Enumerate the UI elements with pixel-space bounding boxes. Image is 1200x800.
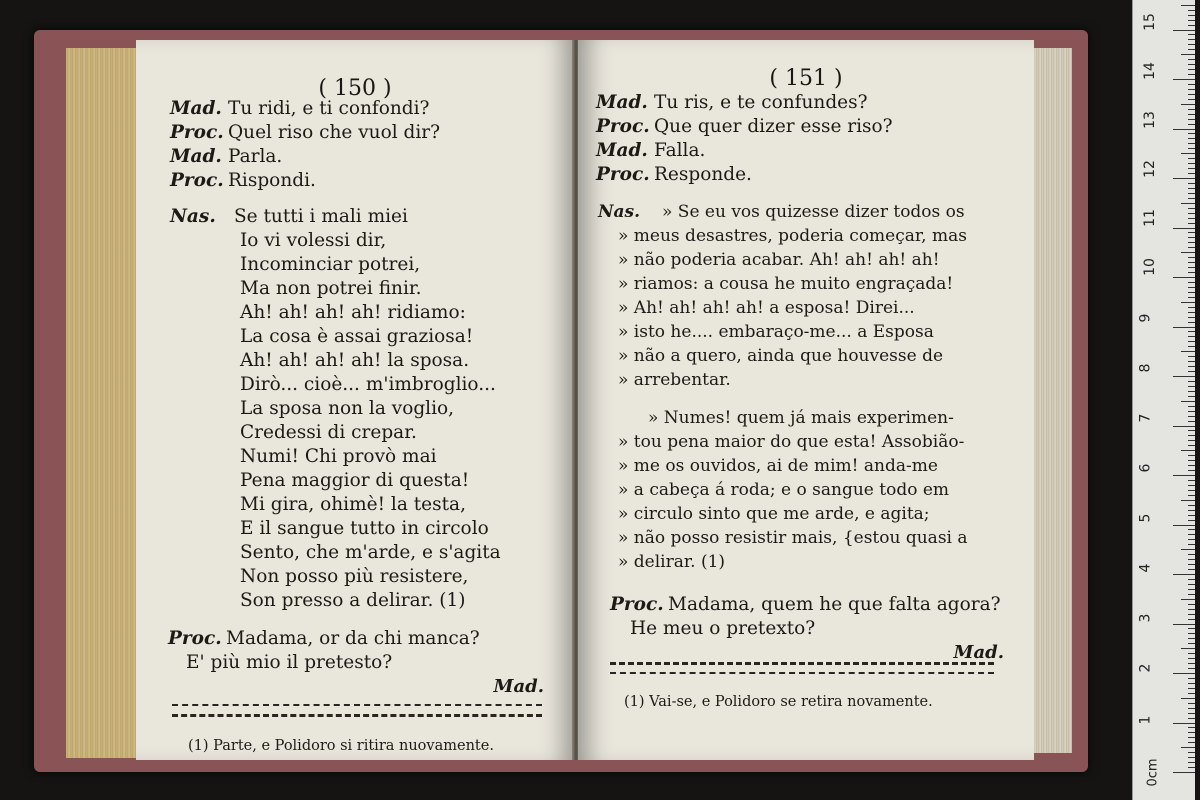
ruler-tick [1188,109,1195,110]
ruler-tick [1188,168,1195,169]
ruler-tick [1188,262,1195,263]
ruler-tick [1188,158,1195,159]
ruler-tick [1188,138,1195,139]
ruler-number: 5 [1137,513,1154,523]
left-page [136,40,574,760]
ruler-tick [1188,69,1195,70]
ruler-tick [1181,401,1195,402]
prose-line: » não a quero, ainda que houvesse de [618,346,944,366]
footnote: (1) Parte, e Polidoro si ritira nuovamente. [188,738,494,754]
ruler-tick [1188,386,1195,387]
prose-line: » isto he.... embaraço-me... a Esposa [618,322,934,342]
ruler-tick [1188,361,1195,362]
ruler-tick [1188,737,1195,738]
ruler-tick [1188,604,1195,605]
ruler-tick [1188,619,1195,620]
ruler-tick [1188,718,1195,719]
ruler-number: 9 [1137,313,1154,323]
verse-line: Io vi volessi dir, [240,230,387,251]
ruler-tick [1188,455,1195,456]
ruler-tick [1188,638,1195,639]
ruler-tick [1173,228,1195,229]
ruler-tick [1188,460,1195,461]
ruler-tick [1173,30,1195,31]
ruler-tick [1188,515,1195,516]
ruler-tick [1188,247,1195,248]
proc-line: Proc. Madama, quem he que falta agora? [610,594,1001,615]
ruler-tick [1188,59,1195,60]
verse-line: E il sangue tutto in circolo [240,518,489,539]
ruler-tick [1173,772,1195,773]
ruler-tick [1173,426,1195,427]
ruler-tick [1181,54,1195,55]
ruler-tick [1181,153,1195,154]
verse-line: Ah! ah! ah! ah! ridiamo: [240,302,466,323]
ruler-tick [1188,10,1195,11]
ruler-tick [1188,430,1195,431]
nas-line: Nas. Se tutti i mali miei [170,206,408,227]
ruler-tick [1188,435,1195,436]
ruler-tick [1188,653,1195,654]
right-page [578,40,1034,760]
ruler-tick [1188,628,1195,629]
verse-line: Numi! Chi provò mai [240,446,437,467]
ruler-tick [1173,624,1195,625]
verse-line: Credessi di crepar. [240,422,417,443]
ruler-tick [1181,351,1195,352]
prose-line: » arrebentar. [618,370,731,390]
ruler-tick [1181,698,1195,699]
ruler-tick [1188,520,1195,521]
page-number: ( 151 ) [769,66,843,91]
ruler-tick [1188,331,1195,332]
ruler-tick [1173,723,1195,724]
ruler-tick [1181,302,1195,303]
ruler-tick [1188,64,1195,65]
ruler-tick [1188,470,1195,471]
divider-rule [610,672,994,674]
ruler-tick [1188,124,1195,125]
ruler-tick [1188,510,1195,511]
ruler-tick [1188,534,1195,535]
verse-line: Pena maggior di questa! [240,470,470,491]
ruler-tick [1173,376,1195,377]
ruler-number: 8 [1137,363,1154,373]
ruler-tick [1188,559,1195,560]
ruler-number: 10 [1141,258,1158,276]
ruler-tick [1188,529,1195,530]
ruler-tick [1188,15,1195,16]
ruler-tick [1188,688,1195,689]
prose-line: » me os ouvidos, ai de mim! anda-me [618,456,938,476]
prose-line: » não posso resistir mais, {estou quasi a [618,528,968,548]
dialogue-line: Proc. Responde. [596,164,752,185]
divider-rule [610,662,994,665]
ruler-tick [1188,237,1195,238]
ruler-tick [1188,554,1195,555]
ruler-number: 3 [1137,613,1154,623]
ruler-tick [1188,218,1195,219]
ruler-number: 12 [1141,160,1158,178]
ruler-tick [1181,599,1195,600]
ruler-tick [1188,287,1195,288]
ruler-tick [1188,727,1195,728]
dialogue-line: Proc. Rispondi. [170,170,316,191]
ruler-number: 14 [1141,62,1158,80]
ruler-tick [1188,490,1195,491]
ruler-tick [1188,272,1195,273]
ruler-tick [1188,742,1195,743]
ruler-tick [1188,757,1195,758]
prose-line: » circulo sinto que me arde, e agita; [618,504,930,524]
divider-rule [172,714,542,717]
ruler-tick [1173,327,1195,328]
ruler-tick [1188,703,1195,704]
prose-line: » tou pena maior do que esta! Assobião- [618,432,965,452]
ruler-tick [1188,341,1195,342]
ruler-tick [1188,267,1195,268]
ruler-tick [1188,119,1195,120]
ruler-number: 15 [1141,13,1158,31]
nas-line: Nas. » Se eu vos quizesse dizer todos os [598,202,965,222]
prose-line: » meus desastres, poderia começar, mas [618,226,967,246]
ruler-tick [1188,495,1195,496]
ruler-tick [1188,564,1195,565]
verse-line: Non posso più resistere, [240,566,469,587]
ruler-tick [1188,193,1195,194]
ruler-tick [1173,574,1195,575]
ruler-tick [1188,312,1195,313]
ruler-tick [1188,584,1195,585]
proc-line: Proc. Madama, or da chi manca? [168,628,480,649]
ruler-tick [1188,693,1195,694]
ruler-tick [1188,143,1195,144]
ruler-number: 6 [1137,463,1154,473]
ruler-tick [1181,450,1195,451]
ruler-tick [1188,317,1195,318]
catchword: Mad. [953,642,1004,663]
ruler-tick [1188,589,1195,590]
prose-line: » não poderia acabar. Ah! ah! ah! ah! [618,250,940,270]
verse-line: Incominciar potrei, [240,254,421,275]
ruler-tick [1188,133,1195,134]
ruler-tick [1188,94,1195,95]
verse-line: Dirò... cioè... m'imbroglio... [240,374,496,395]
ruler-tick [1188,732,1195,733]
ruler-tick [1188,713,1195,714]
ruler-tick [1188,89,1195,90]
ruler-tick [1173,475,1195,476]
ruler-tick [1188,411,1195,412]
ruler-tick [1188,188,1195,189]
ruler-tick [1188,366,1195,367]
ruler-tick [1173,129,1195,130]
ruler-tick [1188,114,1195,115]
ruler-tick [1188,74,1195,75]
ruler-tick [1188,44,1195,45]
ruler-tick [1181,747,1195,748]
verse-line: Ah! ah! ah! ah! la sposa. [240,350,470,371]
ruler-tick [1188,183,1195,184]
ruler-tick [1188,421,1195,422]
ruler-tick [1188,292,1195,293]
ruler-tick [1181,500,1195,501]
ruler-tick [1188,614,1195,615]
prose-line: » delirar. (1) [618,552,726,572]
ruler-tick [1188,322,1195,323]
ruler-tick [1181,104,1195,105]
ruler-tick [1188,198,1195,199]
ruler-tick [1188,465,1195,466]
ruler-tick [1173,277,1195,278]
ruler-tick [1188,257,1195,258]
ruler-tick [1188,416,1195,417]
ruler-tick [1188,683,1195,684]
ruler-tick [1188,25,1195,26]
ruler-tick [1173,673,1195,674]
prose-line: » Ah! ah! ah! ah! a esposa! Direi... [618,298,915,318]
ruler-tick [1188,594,1195,595]
ruler-tick [1188,282,1195,283]
ruler-tick [1188,440,1195,441]
ruler-tick [1188,163,1195,164]
ruler-tick [1188,39,1195,40]
verse-line: La cosa è assai graziosa! [240,326,474,347]
ruler-number: 1 [1137,715,1154,725]
ruler-tick [1188,708,1195,709]
ruler-tick [1181,549,1195,550]
ruler-tick [1188,544,1195,545]
ruler-tick [1181,252,1195,253]
verse-line: Mi gira, ohimè! la testa, [240,494,466,515]
dialogue-line: Mad. Parla. [170,146,283,167]
footnote: (1) Vai-se, e Polidoro se retira novamente. [624,694,933,710]
ruler-tick [1188,569,1195,570]
ruler-tick [1181,5,1195,6]
ruler-tick [1188,643,1195,644]
dialogue-line: Mad. Falla. [596,140,706,161]
ruler-tick [1188,356,1195,357]
page-edges-left [66,48,138,758]
ruler-tick [1188,762,1195,763]
ruler-tick [1181,648,1195,649]
ruler-tick [1188,208,1195,209]
ruler-tick [1173,79,1195,80]
ruler-tick [1188,297,1195,298]
ruler-tick [1188,480,1195,481]
ruler-tick [1188,539,1195,540]
ruler-tick [1188,223,1195,224]
ruler-tick [1173,178,1195,179]
prose-line: » a cabeça á roda; e o sangue todo em [618,480,950,500]
verse-line: Sento, che m'arde, e s'agita [240,542,501,563]
page-edges-right [1032,48,1072,753]
ruler-tick [1188,213,1195,214]
ruler-tick [1188,505,1195,506]
ruler-tick [1188,633,1195,634]
ruler-tick [1188,752,1195,753]
page-number: ( 150 ) [318,76,392,101]
ruler-tick [1188,663,1195,664]
prose-line: » Numes! quem já mais experimen- [648,408,954,428]
divider-rule [172,704,542,706]
ruler-tick [1188,49,1195,50]
ruler-tick [1173,525,1195,526]
ruler-tick [1188,307,1195,308]
ruler-tick [1188,445,1195,446]
ruler-tick [1188,396,1195,397]
ruler-tick [1188,84,1195,85]
ruler-tick [1188,485,1195,486]
ruler-tick [1188,99,1195,100]
ruler-unit: 0cm [1145,758,1161,787]
catchword: Mad. [493,676,544,697]
ruler-tick [1188,336,1195,337]
dialogue-line: Mad. Tu ridi, e ti confondi? [170,98,430,119]
proc-line: He meu o pretexto? [630,618,816,639]
ruler-tick [1188,406,1195,407]
ruler-number: 4 [1137,563,1154,573]
dialogue-line: Mad. Tu ris, e te confundes? [596,92,868,113]
verse-line: La sposa non la voglio, [240,398,455,419]
ruler-tick [1188,668,1195,669]
ruler-tick [1188,678,1195,679]
dialogue-line: Proc. Quel riso che vuol dir? [170,122,441,143]
ruler-tick [1188,609,1195,610]
ruler-tick [1181,203,1195,204]
ruler-tick [1188,391,1195,392]
ruler-tick [1188,767,1195,768]
ruler-tick [1188,173,1195,174]
ruler-tick [1188,381,1195,382]
ruler-tick [1188,658,1195,659]
ruler-tick [1188,346,1195,347]
prose-line: » riamos: a cousa he muito engraçada! [618,274,954,294]
ruler-tick [1188,371,1195,372]
measuring-ruler [1132,0,1195,800]
ruler-tick [1188,34,1195,35]
ruler-tick [1188,148,1195,149]
ruler-tick [1188,232,1195,233]
ruler-number: 13 [1141,111,1158,129]
ruler-tick [1188,579,1195,580]
ruler-number: 11 [1141,209,1158,227]
ruler-number: 7 [1137,413,1154,423]
ruler-number: 2 [1137,663,1154,673]
ruler-tick [1188,20,1195,21]
verse-line: Ma non potrei finir. [240,278,422,299]
dialogue-line: Proc. Que quer dizer esse riso? [596,116,893,137]
verse-line: Son presso a delirar. (1) [240,590,466,611]
proc-line: E' più mio il pretesto? [186,652,393,673]
ruler-tick [1188,242,1195,243]
